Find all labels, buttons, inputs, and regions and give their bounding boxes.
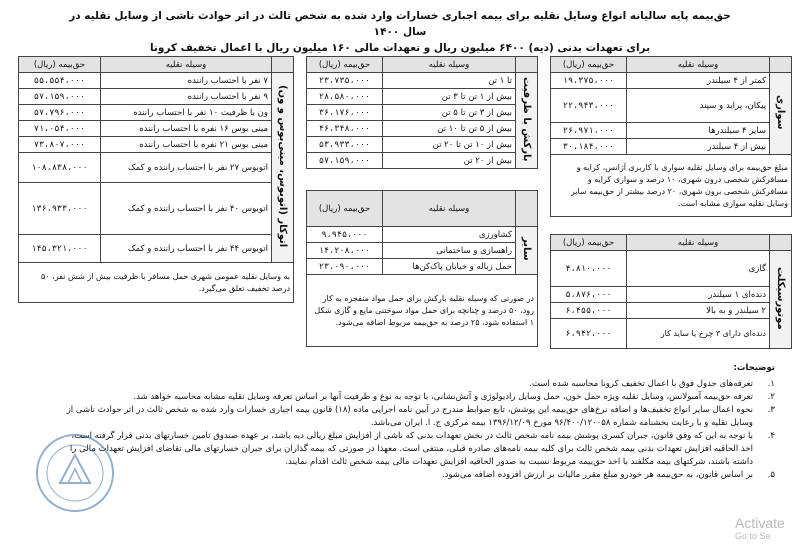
table-row [551, 251, 792, 287]
vehicle-cell: کشاورزی [383, 227, 516, 243]
column-header-vehicle: وسیله نقلیه [627, 57, 770, 73]
premium-cell: ۱۴۵،۳۲۱،۰۰۰ [19, 235, 101, 263]
premium-cell: ۷۳،۸۰۷،۰۰۰ [19, 137, 101, 153]
table-row [551, 139, 792, 155]
premium-cell: ۵۵،۵۵۴،۰۰۰ [19, 73, 101, 89]
vehicle-cell: مینی بوس ۱۶ نفره با احتساب راننده [101, 121, 272, 137]
vehicle-cell: حمل زباله و خیابان پاک‌کن‌ها [383, 259, 516, 275]
table-row [19, 89, 294, 105]
table-row [551, 287, 792, 303]
note-item: ۱. تعرفه‌های جدول فوق با اعمال تخفیف کرونا محاسبه شده است. [529, 379, 775, 389]
vehicle-cell: دنده‌ای دارای ۳ چرخ یا ساید کار [627, 319, 770, 349]
premium-cell: ۵،۸۷۶،۰۰۰ [551, 287, 627, 303]
premium-cell: ۱۰۸،۸۳۸،۰۰۰ [19, 153, 101, 183]
note-item: ۳. نحوه اعمال سایر انواع تخفیف‌ها و اضافه نرخ‌های حق‌بیمه این پوشش، تابع ضوابط مندرج در آیین نامه اجرایی ماده (۱۸) قانون بیمه اجباری خسارات وارد شده به شخص ثالث در اثر حوادث ناشی از وسایل نقلیه و با رعایت بخشنامه شماره ۹۶/۴۰۰/۱۲۰۰۵۸ مورخ ۱۳۹۶/۱۲/۰۹ بیمه مرکزی ج. ا. ایران می‌باشد. [66, 405, 775, 428]
column-header-premium: حق‌بیمه (ریال) [307, 57, 383, 73]
vehicle-cell: بیش از ۱۰ تن تا ۲۰ تن [383, 137, 516, 153]
vehicle-cell: ۲ سیلندر و به بالا [627, 303, 770, 319]
premium-cell: ۵۷،۱۵۹،۰۰۰ [19, 89, 101, 105]
table-row [551, 73, 792, 89]
premium-cell: ۱۳۶،۹۳۳،۰۰۰ [19, 183, 101, 235]
table-row [19, 137, 294, 153]
premium-cell: ۵۷،۷۹۶،۰۰۰ [19, 105, 101, 121]
premium-cell: ۵۷،۱۵۹،۰۰۰ [307, 153, 383, 169]
vehicle-cell: بیش از ۳ تن تا ۵ تن [383, 105, 516, 121]
table-row [551, 123, 792, 139]
table-note-row [19, 263, 294, 303]
premium-cell: ۲۳،۰۹۰،۰۰۰ [307, 259, 383, 275]
column-header-vehicle: وسیله نقلیه [101, 57, 272, 73]
table-row [551, 303, 792, 319]
table-header-row [19, 57, 294, 73]
sedan-table [550, 56, 792, 217]
vehicle-cell: بیش از ۲۰ تن [383, 153, 516, 169]
vehicle-cell: کمتر از ۴ سیلندر [627, 73, 770, 89]
column-header-premium: حق‌بیمه (ریال) [19, 57, 101, 73]
side-label: موتورسیکلت [770, 251, 792, 349]
vehicle-cell: ۹ نفر با احتساب راننده [101, 89, 272, 105]
title-line-1: حق‌بیمه پایه سالیانه انواع وسایل نقلیه برای بیمه اجباری خسارات وارد شده به شخص ثالث در اثر حوادث ناشی از وسایل نقلیه در سال ۱۴۰۰ [69, 10, 731, 38]
vehicle-cell: اتوبوس ۲۷ نفر با احتساب راننده و کمک [101, 153, 272, 183]
premium-cell: ۱۴،۲۰۸،۰۰۰ [307, 243, 383, 259]
vehicle-cell: پیکان، پراید و سپند [627, 89, 770, 123]
side-label: اتوکار (اتوبوس، مینی‌بوس و ون) [272, 73, 294, 263]
table-row [307, 121, 538, 137]
vehicle-cell: بیش از ۵ تن تا ۱۰ تن [383, 121, 516, 137]
table-row [19, 235, 294, 263]
premium-cell: ۹،۹۴۵،۰۰۰ [307, 227, 383, 243]
premium-cell: ۷۱،۰۵۴،۰۰۰ [19, 121, 101, 137]
central-insurance-logo [30, 425, 120, 525]
premium-cell: ۴۶،۳۴۸،۰۰۰ [307, 121, 383, 137]
side-label: بارکش با ظرفیت [516, 73, 538, 169]
table-row [307, 259, 538, 275]
note-item: ۲. تعرفه حق‌بیمه آمبولانس، وسایل نقلیه ویژه حمل خون، حمل وسایل رادیولوژی و آتش‌نشانی، با توجه به نوع و ظرفیت آنها بر اساس تعرفه وسایل نقلیه مشابه محاسبه خواهد شد. [133, 392, 775, 402]
column-header-vehicle: وسیله نقلیه [627, 235, 770, 251]
vehicle-cell: بیش از ۱ تن تا ۳ تن [383, 89, 516, 105]
premium-cell: ۳۰،۱۸۴،۰۰۰ [551, 139, 627, 155]
column-header-premium: حق‌بیمه (ریال) [551, 235, 627, 251]
vehicle-cell: تا ۱ تن [383, 73, 516, 89]
other-note: در صورتی که وسیله نقلیه بارکش برای حمل مواد منفجره به کار رود، ۵۰ درصد و چنانچه برای حمل مواد سوختنی مایع و گازی شکل ۱ استفاده شود، ۲۵ درصد به حق‌بیمه مربوط اضافه می‌شود. [307, 275, 538, 347]
vehicle-cell: ۷ نفر با احتساب راننده [101, 73, 272, 89]
truck-table [306, 56, 538, 169]
table-row [307, 137, 538, 153]
bus-note: به وسایل نقلیه عمومی شهری حمل مسافر با ظرفیت بیش از شش نفر، ۵۰ درصد تخفیف تعلق می‌گیرد. [19, 263, 294, 303]
premium-cell: ۲۶،۹۷۱،۰۰۰ [551, 123, 627, 139]
table-row [551, 319, 792, 349]
bus-table [18, 56, 294, 303]
notes-heading: توضیحات: [733, 363, 775, 373]
premium-cell: ۵۳،۹۳۳،۰۰۰ [307, 137, 383, 153]
table-row [19, 73, 294, 89]
vehicle-cell: راهسازی و ساختمانی [383, 243, 516, 259]
table-header-row [551, 235, 792, 251]
activation-watermark: Activate Go to Se [735, 515, 785, 541]
column-header-vehicle: وسیله نقلیه [383, 191, 516, 227]
vehicle-cell: بیش از ۴ سیلندر [627, 139, 770, 155]
table-header-row [307, 191, 538, 227]
column-header-premium: حق‌بیمه (ریال) [551, 57, 627, 73]
table-row [19, 183, 294, 235]
notes-list [60, 378, 775, 482]
premium-cell: ۴،۸۱۰،۰۰۰ [551, 251, 627, 287]
vehicle-cell: سایر ۴ سیلندرها [627, 123, 770, 139]
vehicle-cell: اتوبوس ۴۰ نفر با احتساب راننده و کمک [101, 183, 272, 235]
table-header-row [307, 57, 538, 73]
note-item: ۴. با توجه به این که وفق قانون، جبران کسری پوشش بیمه نامه شخص ثالث در بخش تعهدات بدنی که ناشی از افزایش مبلغ ریالی دیه باشد، بر عهده صندوق تامین خسارتهای بدنی قرار گرفته است، اخذ الحاقیه افزایش تعهدات بدنی بیمه شخص ثالث برای کلیه بیمه نامه‌های صادره قبلی، منتفی است. معهذا در صورتی که بیمه گذاران برای جبران خسارتهای مالی تقاضای افزایش تعهدات مالی را داشته باشند، شرکتهای بیمه مکلفند با اخذ حق‌بیمه مربوط نسبت به صدور الحاقیه افزایش تعهدات مالی بیمه شخص ثالث اقدام نمایند. [69, 431, 775, 467]
table-row [307, 89, 538, 105]
premium-cell: ۲۳،۷۳۵،۰۰۰ [307, 73, 383, 89]
vehicle-cell: اتوبوس ۴۴ نفر با احتساب راننده و کمک [101, 235, 272, 263]
note-item: ۵. بر اساس قانون، به حق‌بیمه هر خودرو مبلغ مقرر مالیات بر ارزش افزوده اضافه می‌شود. [441, 470, 775, 480]
table-row [19, 105, 294, 121]
premium-cell: ۶،۹۴۲،۰۰۰ [551, 319, 627, 349]
vehicle-cell: دنده‌ای ۱ سیلندر [627, 287, 770, 303]
motorcycle-table [550, 234, 792, 349]
premium-cell: ۲۲،۹۴۳،۰۰۰ [551, 89, 627, 123]
table-row [307, 243, 538, 259]
table-note-row [307, 275, 538, 347]
vehicle-cell: مینی بوس ۲۱ نفره با احتساب راننده [101, 137, 272, 153]
premium-cell: ۲۸،۵۸۰،۰۰۰ [307, 89, 383, 105]
vehicle-cell: گازی [627, 251, 770, 287]
title-line-2: برای تعهدات بدنی (دیه) ۶۴۰۰ میلیون ریال و تعهدات مالی ۱۶۰ میلیون ریال با اعمال تخفیف کرونا [149, 42, 651, 54]
column-header-vehicle: وسیله نقلیه [383, 57, 516, 73]
side-label: سواری [770, 73, 792, 155]
document-title [60, 8, 740, 56]
side-label: سایر [516, 227, 538, 275]
premium-cell: ۳۶،۱۷۶،۰۰۰ [307, 105, 383, 121]
table-header-row [551, 57, 792, 73]
vehicle-cell: ون با ظرفیت ۱۰ نفر با احتساب راننده [101, 105, 272, 121]
table-row [551, 89, 792, 123]
notes-section [60, 362, 775, 482]
column-header-premium: حق‌بیمه (ریال) [307, 191, 383, 227]
other-vehicles-table [306, 190, 538, 347]
premium-cell: ۱۹،۳۷۵،۰۰۰ [551, 73, 627, 89]
premium-cell: ۶،۴۵۵،۰۰۰ [551, 303, 627, 319]
table-row [307, 105, 538, 121]
sedan-note: مبلغ حق‌بیمه برای وسایل نقلیه سواری با کاربری آژانس، کرایه و مسافرکش شخصی درون شهری، ۱۰ درصد و سواری کرایه و مسافرکش شخصی برون شهری، ۲۰ درصد بیشتر از حق‌بیمه سایر وسایل نقلیه سواری مشابه است. [551, 155, 792, 217]
table-row [19, 153, 294, 183]
table-row [307, 153, 538, 169]
table-row [19, 121, 294, 137]
table-row [307, 73, 538, 89]
table-note-row [551, 155, 792, 217]
table-row [307, 227, 538, 243]
